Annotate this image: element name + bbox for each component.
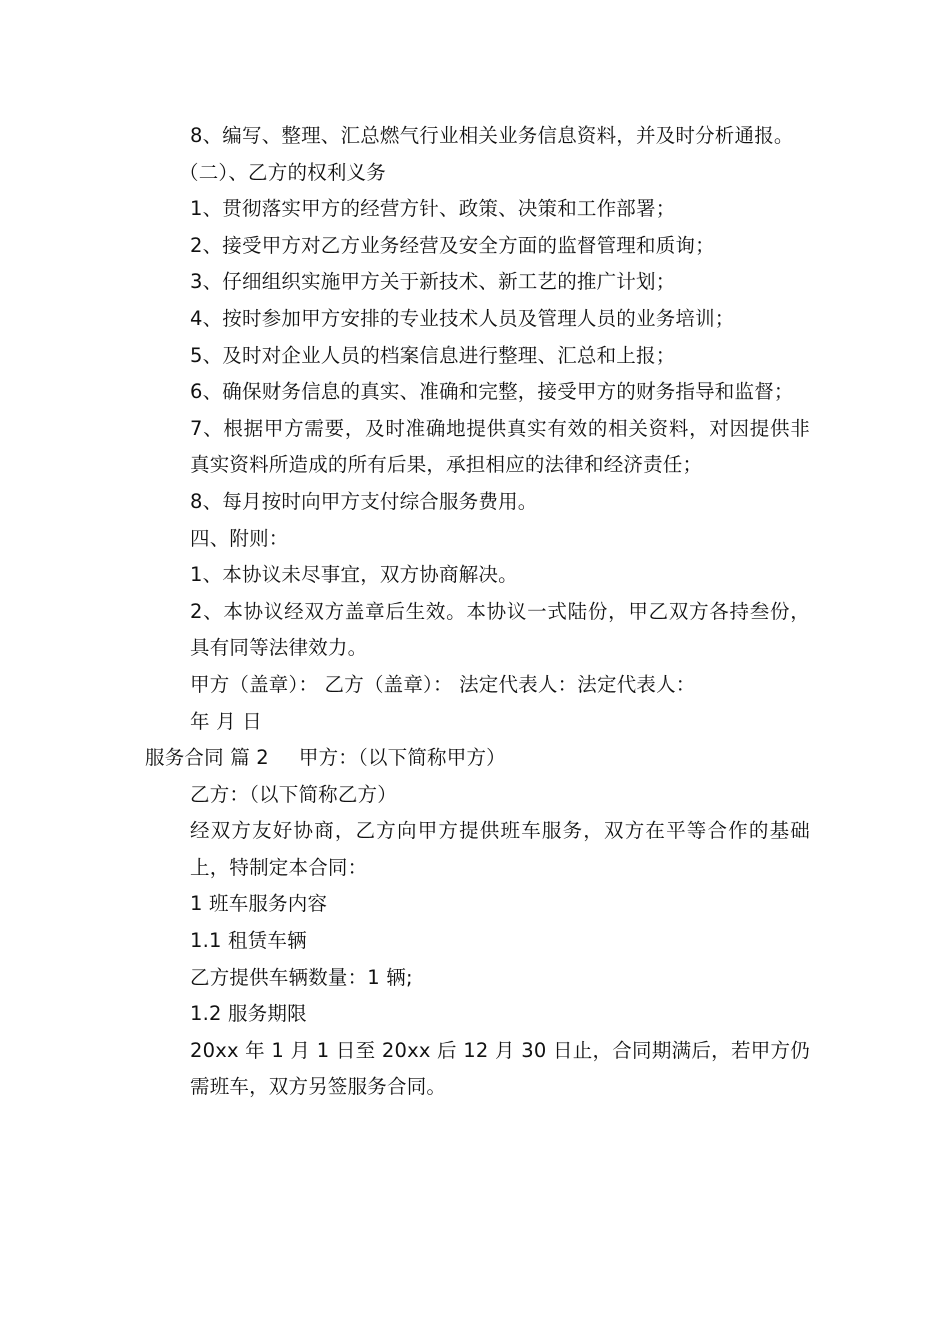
contract-heading-line [145, 740, 810, 777]
paragraph-13: 2、本协议经双方盖章后生效。本协议一式陆份，甲乙双方各持叁份，具有同等法律效力。 [190, 599, 810, 660]
party-b-line: 乙方：（以下简称乙方） [190, 782, 397, 806]
section-heading-service-period: 1.2 服务期限 [190, 1002, 307, 1026]
section-heading-appendix: 四、附则： [190, 526, 289, 550]
paragraph-6: 4、按时参加甲方安排的专业技术人员及管理人员的业务培训； [190, 306, 735, 330]
paragraph-23: 20xx 年 1 月 1 日至 20xx 后 12 月 30 日止，合同期满后，若甲方仍需班车，双方另签服务合同。 [190, 1038, 810, 1099]
paragraph-12: 1、本协议未尽事宜，双方协商解决。 [190, 563, 518, 587]
paragraph-18: 经双方友好协商，乙方向甲方提供班车服务，双方在平等合作的基础上，特制定本合同： [190, 819, 810, 879]
document-body [145, 118, 810, 1106]
signature-line: 甲方（盖章）： 乙方（盖章）： 法定代表人：法定代表人： [190, 672, 696, 696]
paragraph-21: 乙方提供车辆数量：1 辆; [190, 965, 413, 989]
date-line: 年 月 日 [190, 709, 262, 733]
section-heading-shuttle-service: 1 班车服务内容 [190, 892, 328, 916]
paragraph-3: 1、贯彻落实甲方的经营方针、政策、决策和工作部署； [190, 197, 676, 221]
paragraph-8: 6、确保财务信息的真实、准确和完整，接受甲方的财务指导和监督； [190, 380, 794, 404]
paragraph-10: 8、每月按时向甲方支付综合服务费用。 [190, 489, 538, 513]
contract-title: 服务合同 篇 2 [145, 746, 269, 770]
paragraph-9: 7、根据甲方需要，及时准确地提供真实有效的相关资料，对因提供非真实资料所造成的所有后果，承担相应的法律和经济责任； [190, 416, 810, 477]
paragraph-4: 2、接受甲方对乙方业务经营及安全方面的监督管理和质询； [190, 233, 715, 257]
paragraph-5: 3、仔细组织实施甲方关于新技术、新工艺的推广计划； [190, 270, 676, 294]
paragraph-7: 5、及时对企业人员的档案信息进行整理、汇总和上报； [190, 343, 676, 367]
section-heading-party-b-rights: （二）、乙方的权利义务 [179, 160, 386, 184]
paragraph-1: 8、编写、整理、汇总燃气行业相关业务信息资料，并及时分析通报。 [190, 124, 794, 147]
section-heading-vehicle-rental: 1.1 租赁车辆 [190, 929, 307, 953]
party-a-line: 甲方：（以下简称甲方） [298, 746, 506, 770]
